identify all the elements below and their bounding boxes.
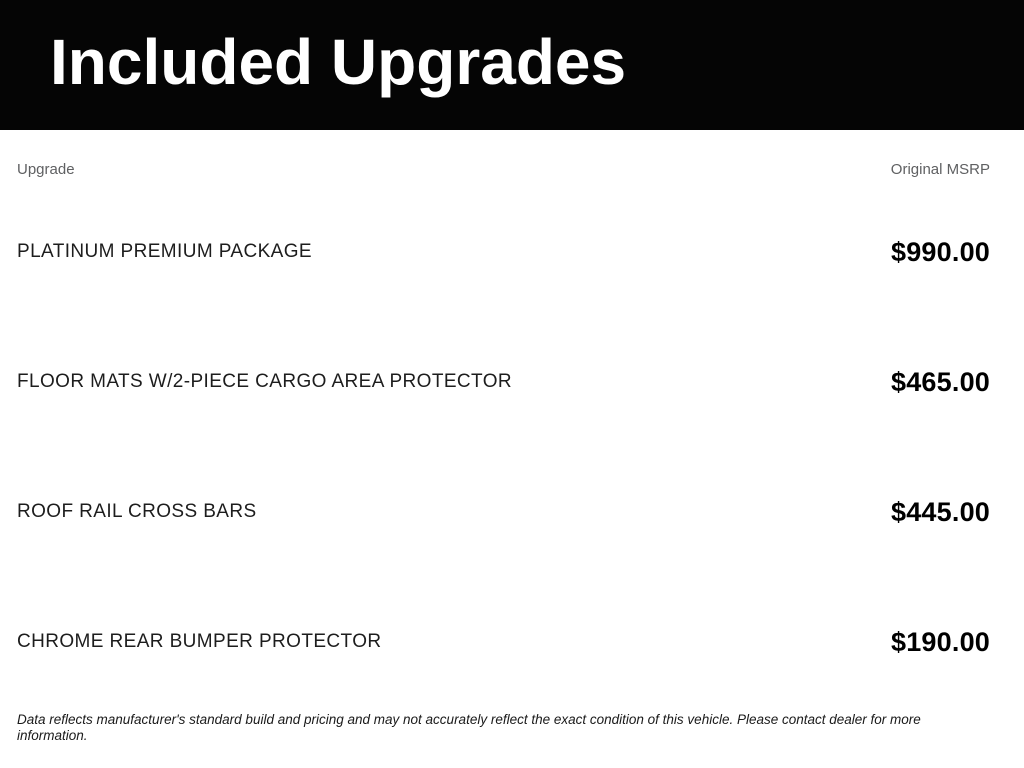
- upgrade-name: ROOF RAIL CROSS BARS: [17, 501, 257, 522]
- column-header-upgrade: Upgrade: [17, 161, 75, 178]
- title-banner: [0, 0, 1024, 130]
- page-title: Included Upgrades: [50, 26, 627, 98]
- table-row: [17, 317, 990, 447]
- table-row: [17, 577, 990, 707]
- upgrade-price: $445.00: [891, 496, 990, 527]
- table-row: [17, 447, 990, 577]
- column-header-msrp: Original MSRP: [890, 161, 990, 178]
- upgrade-price: $465.00: [891, 366, 990, 397]
- column-header-row: [17, 130, 990, 178]
- upgrades-table: [0, 130, 1024, 744]
- upgrade-price: $990.00: [891, 236, 990, 267]
- table-body: [17, 187, 990, 707]
- upgrade-price: $190.00: [891, 626, 990, 657]
- upgrade-name: FLOOR MATS W/2-PIECE CARGO AREA PROTECTOR: [17, 371, 512, 392]
- upgrade-name: PLATINUM PREMIUM PACKAGE: [17, 241, 312, 262]
- table-row: [17, 187, 990, 317]
- upgrade-name: CHROME REAR BUMPER PROTECTOR: [17, 631, 382, 652]
- disclaimer-text: Data reflects manufacturer's standard build and pricing and may not accurately reflect the exact condition of this vehicle. Please contact dealer for more information.: [17, 712, 921, 743]
